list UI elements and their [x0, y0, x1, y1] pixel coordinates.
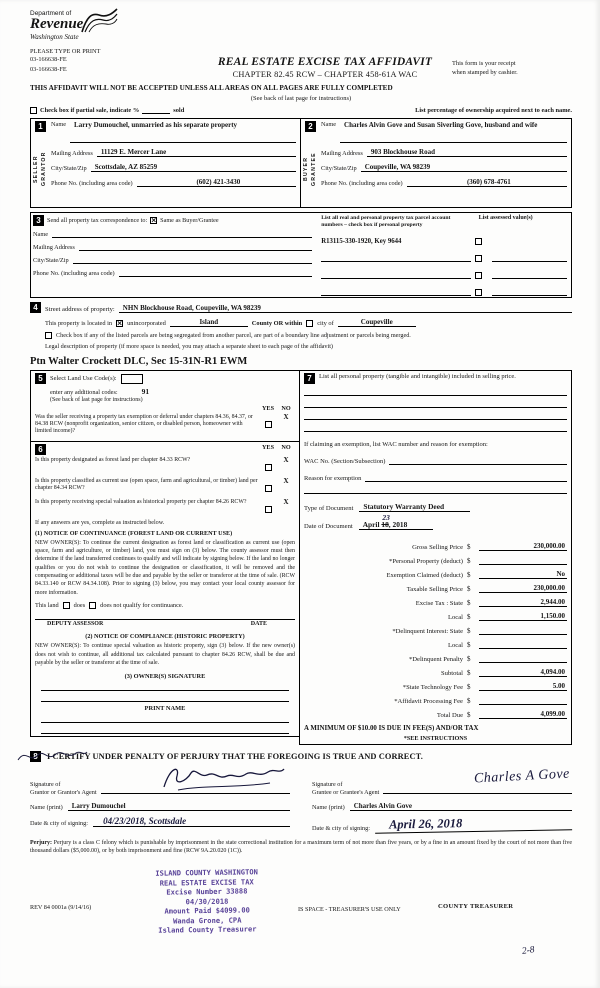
treasurer-space-label: IS SPACE - TREASURER'S USE ONLY: [298, 905, 401, 913]
does-not-label: does not qualify for continuance.: [100, 602, 184, 610]
no-answer-mark: X: [283, 476, 289, 485]
form-title: REAL ESTATE EXCISE TAX AFFIDAVIT: [217, 56, 433, 68]
street-address-row: [30, 302, 572, 313]
grantee-signature-block: [312, 767, 572, 832]
additional-codes-row: [35, 387, 295, 396]
same-as-buyer-checkbox: [150, 217, 157, 224]
logo-dept-text: Department of: [30, 10, 72, 17]
mailing-label: Mailing Address: [321, 150, 363, 158]
street-address-label: Street address of property:: [45, 306, 115, 313]
section-number-5: 5: [35, 373, 46, 384]
reason-row: [304, 473, 567, 482]
section-number-4: 4: [30, 302, 41, 313]
parcel-numbers-header: List all real and personal property tax parcel account numbers – check box if personal property: [321, 215, 451, 228]
parcel-number-blank: [321, 287, 471, 296]
question-row: [35, 478, 295, 496]
seller-name-value: Larry Dumouchel, unmarried as his separate property: [70, 121, 296, 143]
parcel-number-blank: [321, 270, 471, 279]
receipt-note-line: when stamped by cashier.: [452, 68, 518, 76]
fee-row-total-due: Total Due $ 4,099.00: [436, 710, 565, 719]
handwritten-page-mark: 2-8: [521, 944, 536, 957]
fee-row-excise-state: Excise Tax : State $ 2,944.00: [415, 598, 565, 607]
ruled-line: [41, 723, 289, 734]
land-use-row: [35, 373, 295, 384]
grantor-signature-area: [30, 767, 290, 797]
fee-row-delinquent-interest-local: Local $: [304, 635, 567, 649]
field-row: [321, 163, 567, 172]
grantee-agent-label: Grantee or Grantee's Agent: [312, 788, 380, 796]
wac-number-blank: [389, 456, 567, 465]
logo-state-text: Washington State: [30, 33, 79, 41]
field-row: [312, 802, 572, 811]
yes-no-header: [35, 444, 295, 455]
grantee-signature-handwritten: Charles A Gove: [473, 766, 571, 787]
parcel-headers: [321, 215, 567, 229]
form-header: [30, 10, 572, 79]
yes-checkbox: [265, 464, 272, 471]
stamp-amount-paid: Amount Paid $4099.00: [164, 905, 250, 916]
seller-label: SELLER: [32, 155, 39, 183]
name-label: Name: [33, 231, 49, 238]
section-number-6: 6: [35, 444, 46, 455]
seller-tab: [33, 121, 48, 205]
doc-type-value: Statutory Warranty Deed: [359, 502, 470, 512]
segregated-row: [30, 332, 572, 339]
section-6-designation: [30, 441, 300, 738]
fee-row-delinquent-penalty: *Delinquent Penalty $: [304, 649, 567, 663]
land-use-label: Select Land Use Code(s):: [50, 375, 117, 382]
section-number-3: 3: [33, 215, 44, 226]
forest-land-question: Is this property designated as forest land per chapter 84.33 RCW?: [35, 456, 191, 463]
ruled-line: [41, 712, 289, 723]
unincorporated-label: unincorporated: [127, 320, 166, 327]
county-value: Island: [170, 318, 248, 327]
segregated-checkbox: [45, 332, 52, 339]
csz-label: City/State/Zip: [33, 257, 69, 264]
grantee-date-city-handwritten: April 26, 2018: [375, 814, 572, 833]
buyer-label: BUYER: [302, 156, 309, 182]
assessed-value-blank: [492, 261, 567, 262]
ruled-line: [304, 395, 567, 396]
csz-label: City/State/Zip: [51, 165, 87, 173]
header-center: [198, 10, 452, 79]
unincorporated-checkbox: [116, 320, 123, 327]
form-subtitle: CHAPTER 82.45 RCW – CHAPTER 458-61A WAC: [232, 70, 418, 79]
assessed-value-blank: [492, 295, 567, 296]
this-land-label: This land: [35, 602, 59, 610]
ruled-line: [304, 493, 567, 494]
section-4-property: [30, 302, 572, 350]
stamp-treasurer-title: Island County Treasurer: [158, 924, 257, 935]
field-row: [33, 270, 312, 277]
phone-label: Phone No. (including area code): [33, 270, 115, 277]
partial-sale-row: [30, 106, 572, 114]
acceptance-warning: THIS AFFIDAVIT WILL NOT BE ACCEPTED UNLESS ALL AREAS ON ALL PAGES ARE FULLY COMPLETED: [30, 84, 393, 92]
land-use-code-box: [121, 374, 143, 384]
minimum-due-note: A MINIMUM OF $10.00 IS DUE IN FEE(S) AND/OR TAX: [304, 725, 479, 732]
seller-csz-value: Scottsdale, AZ 85259: [91, 163, 296, 172]
fee-table: [304, 537, 567, 719]
deputy-assessor-label: DEPUTY ASSESSOR: [47, 621, 104, 628]
seller-phone-value: (602) 421-3430: [137, 178, 296, 187]
question-row: [35, 457, 295, 475]
doc-type-label: Type of Document: [304, 505, 354, 512]
city-value: Coupeville: [338, 318, 416, 327]
buyer-phone-value: (360) 678-4761: [407, 178, 567, 187]
located-in-label: This property is located in: [45, 320, 113, 327]
personal-property-checkbox: [475, 272, 482, 279]
continuance-qualify-row: [35, 602, 295, 609]
date-label: DATE: [250, 621, 267, 628]
field-row: [321, 178, 567, 187]
personal-property-row: [304, 373, 567, 384]
doc-date-label: Date of Document: [304, 523, 353, 530]
section-5-land-use: [30, 370, 300, 442]
doc-date-row: [304, 513, 567, 530]
checkbox-mark: ✕: [116, 320, 123, 328]
correspondence-csz-blank: [73, 263, 313, 264]
reason-exemption-label: Reason for exemption: [304, 475, 362, 482]
no-answer-mark: X: [283, 455, 289, 464]
segregated-label: Check box if any of the listed parcels are being segregated from another parcel, are part of a boundary line adjustment or parcels being merged.: [56, 332, 411, 339]
legal-description-label: Legal description of property (if more space is needed, you may attach a separate sheet to each page of the affidavit): [45, 343, 333, 350]
reason-exemption-blank: [365, 473, 567, 482]
field-row: [51, 121, 296, 143]
section-3-correspondence: [30, 212, 572, 298]
fee-row-gross: Gross Selling Price $ 230,000.00: [412, 542, 565, 551]
question-row: [35, 499, 295, 517]
name-label: Name: [321, 121, 337, 128]
personal-property-checkbox: [475, 238, 482, 245]
receipt-note-line: This form is your receipt: [452, 60, 516, 67]
field-row: [312, 816, 572, 832]
no-header: NO: [281, 405, 291, 412]
legal-description-value: Ptn Walter Crockett DLC, Sec 15-31N-R1 EWM: [30, 356, 248, 367]
section-7-sale-details: [299, 370, 572, 745]
flag-icon: [79, 8, 119, 34]
field-row: [321, 121, 567, 143]
field-row: [33, 231, 312, 238]
partial-sale-percent-blank: [142, 106, 170, 114]
buyer-name-value: Charles Alvin Gove and Susan Siverling Gove, husband and wife: [340, 121, 567, 143]
form-revision-number: REV 84 0001a (9/14/16): [30, 903, 92, 911]
fee-row-delinquent-interest-state: *Delinquent Interest: State $: [304, 621, 567, 635]
csz-label: City/State/Zip: [321, 165, 357, 173]
grantor-agent-label: Grantor or Grantor's Agent: [30, 788, 97, 796]
field-row: [321, 148, 567, 157]
name-label: Name: [51, 121, 67, 128]
field-row: [33, 244, 312, 251]
fee-row-personal-property: *Personal Property (deduct) $: [304, 551, 567, 565]
grantee-label: GRANTEE: [310, 152, 317, 186]
same-as-buyer-label: Same as Buyer/Grantee: [160, 217, 219, 224]
location-row: [30, 318, 572, 327]
partial-sale-label: Check box if partial sale, indicate %: [40, 107, 140, 114]
yes-checkbox: [265, 421, 272, 428]
fee-row-excise-local: Local $ 1,150.00: [447, 612, 565, 621]
notice-compliance-text: NEW OWNER(S): To continue special valuation as historic property, sign (3) below. If the new owner(s) does not wish to continue, all additional tax calculated pursuant to chapter 84.26 RCW, shall be due and payable by the seller or transferor at the time of sale.: [35, 643, 295, 666]
grantee-signature-area: [312, 767, 572, 797]
field-row: [51, 163, 296, 172]
fee-row-taxable: Taxable Selling Price $ 230,000.00: [406, 584, 565, 593]
no-header: NO: [281, 443, 291, 451]
exemption-deferral-question: Was the seller receiving a property tax exemption or deferral under chapters 84.36, 84.37, or 84.38 RCW (nonprofit organization, senior citizen, or disabled person, homeowner with limited income)?: [35, 414, 253, 435]
additional-codes-label: enter any additional codes:: [50, 389, 118, 396]
county-treasurer-label: COUNTY TREASURER: [438, 902, 514, 910]
yes-header: YES: [261, 443, 275, 451]
stamp-date: 04/30/2018: [185, 896, 229, 906]
treasurer-stamp: [118, 866, 297, 935]
field-row: [30, 816, 290, 827]
grantor-date-city-handwritten: 04/23/2018, Scottsdale: [93, 816, 290, 827]
wac-row: [304, 456, 567, 465]
personal-property-checkbox: [475, 255, 482, 262]
parcel-number-blank: [321, 253, 471, 262]
ownership-note: List percentage of ownership acquired next to each name.: [415, 107, 572, 114]
doc-type-row: [304, 502, 567, 512]
doc-date-day-struck: 18: [381, 520, 389, 529]
parcel-row: [321, 250, 567, 262]
does-checkbox: [63, 602, 70, 609]
partial-sale-suffix: sold: [173, 107, 185, 114]
assessed-value-blank: [492, 278, 567, 279]
stamp-line: ISLAND COUNTY WASHINGTON: [155, 866, 258, 878]
lower-columns: [30, 370, 572, 745]
assessed-values-header: List assessed value(s): [478, 215, 533, 221]
see-back-note: (See back of last page for instructions): [50, 397, 143, 403]
doc-date-value: [359, 513, 434, 530]
if-yes-note: If any answers are yes, complete as instructed below.: [35, 519, 165, 526]
header-left: [30, 10, 198, 79]
perjury-label: Perjury:: [30, 840, 52, 847]
yes-checkbox: [265, 485, 272, 492]
signature-of-label: Signature of: [30, 780, 61, 788]
parcel-number-value: R13115-330-1920, Key 9644: [321, 237, 402, 245]
parcel-row: [321, 233, 567, 245]
parcel-row: [321, 284, 567, 296]
revenue-logo: [30, 10, 198, 41]
perjury-text: Perjury is a class C felony which is punishable by imprisonment in the state correctional institution for a maximum term of not more than five years, or by a fine in an amount fixed by the court of not more than five thousand dollars ($5,000.00), or by both imprisonment and fine (RCW 9A.20.020 (1C)).: [30, 840, 573, 854]
notice-compliance-title: (2) NOTICE OF COMPLIANCE (HISTORIC PROPERTY): [85, 633, 245, 641]
stamp-line: REAL ESTATE EXCISE TAX: [159, 876, 254, 887]
pen-scribble: [16, 746, 88, 766]
checkbox-mark: ✕: [150, 217, 157, 225]
does-not-checkbox: [89, 602, 96, 609]
deputy-assessor-row: [35, 619, 295, 627]
fee-row-exemption: Exemption Claimed (deduct) $ No: [386, 570, 565, 579]
signature-line: [101, 793, 290, 794]
please-type-note: PLEASE TYPE OR PRINT: [30, 48, 101, 55]
exemption-claim-label: If claiming an exemption, list WAC number and reason for exemption:: [304, 441, 488, 448]
seller-grantor-label: [33, 135, 49, 203]
fee-row-processing-fee: *Affidavit Processing Fee $: [304, 691, 567, 705]
parties-box: [30, 118, 572, 208]
stamp-excise-number: Excise Number 33888: [166, 886, 248, 897]
doc-date-month: April: [362, 520, 380, 529]
historic-property-question: Is this property receiving special valuation as historical property per chapter 84.26 RCW?: [35, 498, 247, 505]
certification-header: [30, 751, 572, 762]
buyer-grantee-label: [303, 135, 319, 203]
correspondence-phone-blank: [119, 276, 313, 277]
form-number: 03-166638-FE: [30, 66, 67, 74]
signature-line: [383, 793, 572, 794]
section-number-1: 1: [35, 121, 46, 132]
buyer-csz-value: Coupeville, WA 98239: [361, 163, 567, 172]
section-number-8: 8: [30, 751, 41, 762]
buyer-tab: [303, 121, 318, 205]
city-of-label: city of: [317, 320, 334, 327]
no-answer-mark: X: [283, 497, 289, 506]
ruled-line: [41, 691, 289, 702]
grantor-signature-block: [30, 767, 290, 832]
section-number-7: 7: [304, 373, 315, 384]
grantor-name-print: Larry Dumouchel: [68, 802, 290, 811]
partial-sale-checkbox: [30, 107, 37, 114]
parcel-row: [321, 267, 567, 279]
stamp-treasurer-name: Wanda Grone, CPA: [173, 914, 242, 925]
question-row: [35, 414, 295, 436]
buyer-section: [301, 119, 571, 207]
current-use-question: Is this property classified as current use (open space, farm and agricultural, or timber) land per chapter 84.34 RCW?: [35, 477, 258, 491]
phone-label: Phone No. (including area code): [321, 180, 403, 188]
notice-continuance-title: (1) NOTICE OF CONTINUANCE (FOREST LAND OR CURRENT USE): [35, 529, 233, 537]
signature-of-label: Signature of: [312, 780, 343, 788]
does-label: does: [73, 602, 86, 610]
county-or-label: County OR within: [251, 320, 303, 327]
personal-property-label: List all personal property (tangible and intangible) included in selling price.: [319, 373, 516, 380]
perjury-clause: [30, 840, 572, 856]
grantee-name-print: Charles Alvin Gove: [350, 802, 572, 811]
wac-number-label: WAC No. (Section/Subsection): [304, 458, 386, 465]
yes-header: YES: [261, 405, 275, 412]
phone-label: Phone No. (including area code): [51, 180, 133, 188]
date-city-label: Date & city of signing:: [312, 825, 371, 833]
ruled-line: [304, 419, 567, 420]
doc-date-year: , 2018: [388, 520, 408, 529]
yes-no-header: [35, 405, 295, 412]
street-address-value: NHN Blockhouse Road, Coupeville, WA 98239: [119, 304, 572, 313]
field-row: [30, 802, 290, 811]
mailing-label: Mailing Address: [51, 150, 93, 158]
no-answer-mark: X: [283, 413, 289, 421]
fee-row-subtotal: Subtotal $ 4,094.00: [441, 668, 565, 677]
correspondence-mailing-blank: [79, 250, 312, 251]
receipt-note: [452, 10, 572, 79]
buyer-mailing-value: 903 Blockhouse Road: [367, 148, 567, 157]
seller-mailing-value: 11129 E. Mercer Lane: [97, 148, 296, 157]
date-city-label: Date & city of signing:: [30, 820, 89, 828]
ruled-line: [304, 407, 567, 408]
fee-row-technology-fee: *State Technology Fee $ 5.00: [402, 682, 565, 691]
ruled-line: [41, 680, 289, 691]
see-instructions-note: *SEE INSTRUCTIONS: [403, 735, 468, 742]
ruled-line: [304, 431, 567, 432]
certify-statement: I CERTIFY UNDER PENALTY OF PERJURY THAT THE FOREGOING IS TRUE AND CORRECT.: [47, 752, 423, 761]
field-row: [51, 148, 296, 157]
notice-continuance-text: NEW OWNER(S): To continue the current designation as forest land or classification as current use (open space, farm and agriculture, or timber) land, you must sign on (3) below. The county assessor must then determine if the land transferred continues to qualify and will indicate by signing below. If the land no longer qualifies or you do not wish to continue the designation or classification, it will be removed and the compensating or additional taxes will be due and payable by the seller or transferor at the time of sale. (RCW 84.33.140 or RCW 84.34.108). Prior to signing (3) below, you may contact your local county assessor for more information.: [35, 539, 295, 596]
correspondence-row: [33, 215, 312, 226]
grantor-label: GRANTOR: [40, 151, 47, 187]
yes-checkbox: [265, 506, 272, 513]
field-row: [51, 178, 296, 187]
doc-date-correction-handwritten: 23: [382, 513, 390, 522]
correspondence-name-blank: [52, 237, 312, 238]
city-checkbox: [306, 320, 313, 327]
field-row: [33, 257, 312, 264]
print-name-label: PRINT NAME: [144, 705, 186, 713]
name-print-label: Name (print): [30, 804, 63, 812]
grantor-signature-scribble: [158, 763, 286, 793]
send-correspondence-label: Send all property tax correspondence to:: [47, 217, 148, 224]
mailing-label: Mailing Address: [33, 244, 75, 251]
additional-codes-value: 91: [141, 387, 150, 396]
seller-section: [31, 119, 301, 207]
see-back-note: (See back of last page for instructions): [250, 95, 352, 102]
section-number-2: 2: [305, 121, 316, 132]
owners-signature-label: (3) OWNER(S) SIGNATURE: [124, 673, 206, 681]
form-number: 03-166638-FE: [30, 56, 67, 63]
section-8-certification: [30, 751, 572, 832]
footer: [30, 856, 572, 980]
logo-revenue-text: Revenue: [30, 16, 84, 32]
name-print-label: Name (print): [312, 804, 345, 812]
personal-property-checkbox: [475, 289, 482, 296]
